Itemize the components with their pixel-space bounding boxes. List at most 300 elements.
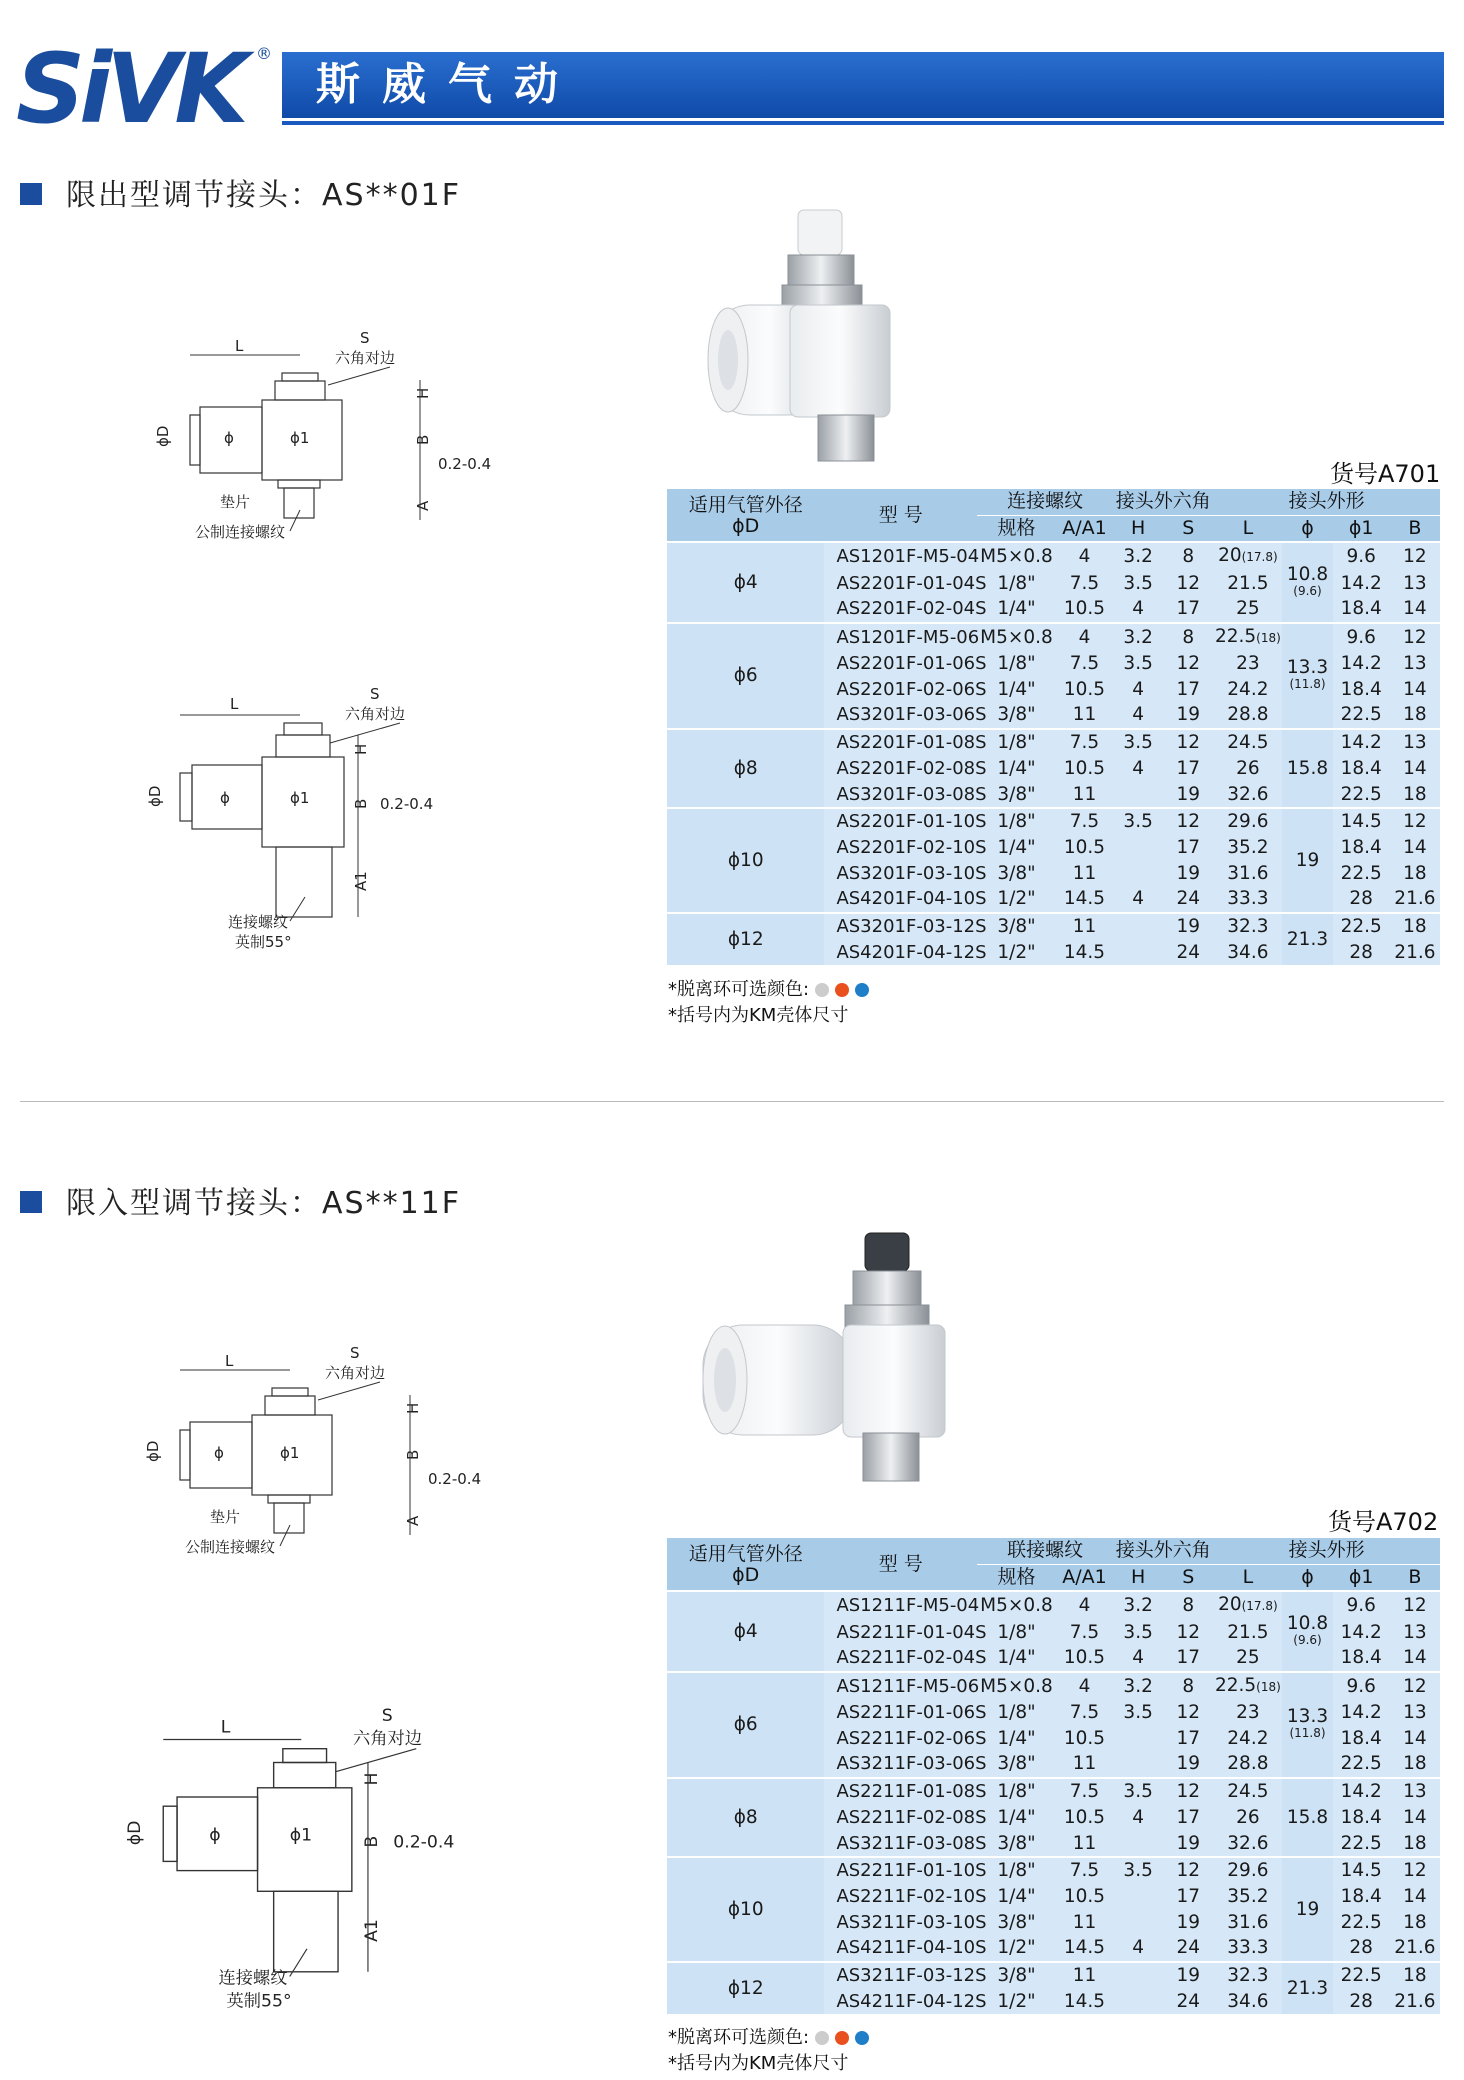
dim-label-hex: 六角对边 [353,1729,423,1750]
model-cell: AS3211F-03-06S [824,1751,977,1778]
l-cell: 24.2 [1213,676,1282,702]
model-cell: AS2201F-02-06S [824,676,977,702]
col-b: B [1390,1564,1440,1591]
model-cell: AS2201F-02-10S [824,835,977,861]
phi1-cell: 9.6 [1333,1672,1390,1700]
h-cell [1113,1751,1163,1778]
label-male-thread: 公制连接螺纹 [195,523,286,541]
dim-label-B: B [414,434,432,445]
phi-cell: 10.8 (9.6) [1282,542,1332,622]
phi1-cell: 14.5 [1333,808,1390,835]
spec-cell: 1/2" [977,1935,1056,1962]
s-cell: 17 [1163,835,1213,861]
dim-label-gap: 0.2-0.4 [380,795,434,813]
b-cell: 12 [1390,542,1440,570]
registered-mark: ® [256,44,272,63]
header-bar-underline [282,121,1444,125]
blue-dot-icon [855,2031,869,2045]
b-cell: 13 [1390,1778,1440,1805]
a-cell: 7.5 [1056,808,1113,835]
l-cell: 22.5(18) [1213,623,1282,651]
spec-cell: 1/4" [977,596,1056,623]
b-cell: 13 [1390,651,1440,677]
col-spec: 规格 [977,1564,1056,1591]
l-cell: 32.6 [1213,781,1282,808]
a-cell: 14.5 [1056,1988,1113,2014]
l-cell: 21.5 [1213,1619,1282,1645]
spec-cell: 1/4" [977,676,1056,702]
l-cell: 28.8 [1213,1751,1282,1778]
h-cell: 3.2 [1113,1591,1163,1619]
col-phi: ϕ [1282,1564,1332,1591]
phi1-cell: 28 [1333,886,1390,913]
dim-label-phi1: ϕ1 [290,429,310,447]
phi1-cell: 18.4 [1333,835,1390,861]
product-code-a701: 货号A701 [1330,460,1441,488]
model-cell: AS2201F-01-10S [824,808,977,835]
phi1-cell: 14.2 [1333,729,1390,756]
col-phi1: ϕ1 [1333,515,1390,542]
h-cell: 3.5 [1113,1857,1163,1884]
spec-cell: 1/8" [977,729,1056,756]
note-km-size: *括号内为KM壳体尺寸 [668,1005,849,1026]
phi-cell: 13.3 (11.8) [1282,623,1332,729]
s-cell: 19 [1163,860,1213,886]
dim-label-phi: ϕ [214,1444,224,1462]
l-cell: 20(17.8) [1213,542,1282,570]
dim-label-S: S [381,1706,393,1727]
a-cell: 10.5 [1056,1805,1113,1831]
phi1-cell: 9.6 [1333,542,1390,570]
a-cell: 4 [1056,1591,1113,1619]
gray-dot-icon [815,2031,829,2045]
h-cell: 4 [1113,756,1163,782]
a-cell: 4 [1056,623,1113,651]
notes-a701 [668,977,869,1029]
spec-cell: M5×0.8 [977,542,1056,570]
model-cell: AS2211F-01-06S [824,1700,977,1726]
b-cell: 12 [1390,623,1440,651]
h-cell [1113,1725,1163,1751]
s-cell: 17 [1163,596,1213,623]
model-cell: AS2201F-02-04S [824,596,977,623]
h-cell: 4 [1113,1645,1163,1672]
s-cell: 17 [1163,756,1213,782]
b-cell: 21.6 [1390,886,1440,913]
a-cell: 14.5 [1056,939,1113,965]
blue-dot-icon [855,983,869,997]
a-cell: 10.5 [1056,835,1113,861]
b-cell: 18 [1390,781,1440,808]
dim-label-L: L [220,1717,231,1738]
a-cell: 14.5 [1056,886,1113,913]
dim-label-phi: ϕ [224,429,234,447]
col-shape: 接头外形 [1213,1538,1440,1564]
dim-label-H: H [352,743,370,755]
square-bullet-icon [20,183,42,205]
dim-label-A1: A1 [352,871,370,891]
h-cell: 4 [1113,1805,1163,1831]
col-tube-od: 适用气管外径 ϕD [667,489,824,542]
col-model: 型 号 [824,1538,977,1591]
model-cell: AS3201F-03-06S [824,702,977,729]
dim-label-phi1: ϕ1 [290,789,310,807]
model-cell: AS3201F-03-08S [824,781,977,808]
phi1-cell: 18.4 [1333,1645,1390,1672]
tube-od-cell: ϕ12 [667,913,824,965]
table-row [667,542,1440,570]
h-cell [1113,835,1163,861]
spec-cell: 1/2" [977,939,1056,965]
h-cell: 3.5 [1113,1619,1163,1645]
col-h: H [1113,1564,1163,1591]
h-cell [1113,939,1163,965]
tube-od-cell: ϕ10 [667,808,824,913]
phi1-cell: 18.4 [1333,596,1390,623]
table-row [667,1672,1440,1700]
dim-label-hex: 六角对边 [345,705,406,723]
h-cell: 4 [1113,702,1163,729]
tube-od-cell: ϕ4 [667,1591,824,1671]
l-cell: 32.3 [1213,1962,1282,1989]
tube-od-cell: ϕ6 [667,623,824,729]
col-s: S [1163,515,1213,542]
b-cell: 18 [1390,860,1440,886]
a-cell: 11 [1056,702,1113,729]
notes-a702 [668,2025,869,2077]
a-cell: 11 [1056,1830,1113,1857]
b-cell: 14 [1390,835,1440,861]
spec-cell: 1/8" [977,651,1056,677]
b-cell: 14 [1390,676,1440,702]
dim-label-S: S [350,1344,360,1362]
a-cell: 7.5 [1056,570,1113,596]
dimension-drawing-a702-gasket [140,1344,482,1580]
spec-cell: 3/8" [977,702,1056,729]
dim-label-gap: 0.2-0.4 [438,455,492,473]
s-cell: 24 [1163,1935,1213,1962]
dim-label-L: L [235,337,244,355]
l-cell: 32.3 [1213,913,1282,940]
phi1-cell: 18.4 [1333,1884,1390,1910]
spec-cell: 3/8" [977,1909,1056,1935]
h-cell [1113,1988,1163,2014]
b-cell: 12 [1390,1591,1440,1619]
spec-cell: 3/8" [977,1751,1056,1778]
model-cell: AS3211F-03-08S [824,1830,977,1857]
phi-cell: 10.8 (9.6) [1282,1591,1332,1671]
dim-label-A: A [414,500,432,511]
l-cell: 35.2 [1213,835,1282,861]
col-phi: ϕ [1282,515,1332,542]
model-cell: AS1211F-M5-04 [824,1591,977,1619]
square-bullet-icon [20,1191,42,1213]
h-cell [1113,860,1163,886]
h-cell: 3.5 [1113,729,1163,756]
h-cell [1113,1884,1163,1910]
s-cell: 19 [1163,913,1213,940]
l-cell: 32.6 [1213,1830,1282,1857]
dim-label-H: H [404,1402,422,1414]
phi1-cell: 14.5 [1333,1857,1390,1884]
s-cell: 8 [1163,623,1213,651]
h-cell: 4 [1113,596,1163,623]
model-cell: AS3211F-03-12S [824,1962,977,1989]
a-cell: 11 [1056,913,1113,940]
dim-label-phi: ϕ [220,789,230,807]
b-cell: 12 [1390,1672,1440,1700]
label-bsp: 英制55° [235,933,292,951]
table-row [667,1591,1440,1619]
b-cell: 18 [1390,913,1440,940]
dimension-drawing-a701-gasket [150,329,492,565]
b-cell: 18 [1390,1830,1440,1857]
b-cell: 21.6 [1390,1988,1440,2014]
h-cell: 3.5 [1113,651,1163,677]
l-cell: 28.8 [1213,702,1282,729]
spec-cell: M5×0.8 [977,1672,1056,1700]
spec-cell: 1/4" [977,835,1056,861]
table-row [667,1857,1440,1884]
a-cell: 7.5 [1056,1619,1113,1645]
phi1-cell: 22.5 [1333,781,1390,808]
col-l: L [1213,1564,1282,1591]
s-cell: 12 [1163,1857,1213,1884]
h-cell: 3.2 [1113,542,1163,570]
label-gasket: 垫片 [220,493,251,511]
h-cell: 3.5 [1113,1700,1163,1726]
spec-cell: 1/2" [977,1988,1056,2014]
product-photo-a702 [695,1225,955,1485]
note-color-options: *脱离环可选颜色: [668,2025,869,2051]
spec-cell: 3/8" [977,913,1056,940]
col-s: S [1163,1564,1213,1591]
dim-label-phiD: ϕD [144,1440,162,1462]
dim-label-phiD: ϕD [154,425,172,447]
a-cell: 11 [1056,1751,1113,1778]
spec-cell: 3/8" [977,1962,1056,1989]
table-row [667,1778,1440,1805]
dim-label-phi1: ϕ1 [280,1444,300,1462]
table-row [667,623,1440,651]
model-cell: AS2201F-02-08S [824,756,977,782]
phi-cell: 21.3 [1282,1962,1332,2014]
col-aa1: A/A1 [1056,515,1113,542]
s-cell: 24 [1163,886,1213,913]
b-cell: 12 [1390,808,1440,835]
header-title: 斯威气动 [316,59,580,110]
l-cell: 31.6 [1213,1909,1282,1935]
s-cell: 12 [1163,1778,1213,1805]
s-cell: 17 [1163,1884,1213,1910]
spec-table-a701 [667,489,1440,965]
phi1-cell: 18.4 [1333,676,1390,702]
model-cell: AS3211F-03-10S [824,1909,977,1935]
section-2-title: 限入型调节接头：AS**11F [20,1178,461,1222]
l-cell: 34.6 [1213,939,1282,965]
spec-cell: 1/4" [977,1884,1056,1910]
model-cell: AS1201F-M5-04 [824,542,977,570]
b-cell: 14 [1390,1645,1440,1672]
b-cell: 13 [1390,1700,1440,1726]
model-cell: AS4211F-04-10S [824,1935,977,1962]
spec-cell: 3/8" [977,860,1056,886]
tube-od-cell: ϕ12 [667,1962,824,2014]
note-color-options: *脱离环可选颜色: [668,977,869,1003]
spec-cell: 3/8" [977,781,1056,808]
phi1-cell: 22.5 [1333,1962,1390,1989]
b-cell: 18 [1390,1962,1440,1989]
b-cell: 14 [1390,1725,1440,1751]
dim-label-phiD: ϕD [125,1820,146,1846]
spec-cell: 1/4" [977,756,1056,782]
a-cell: 10.5 [1056,1884,1113,1910]
l-cell: 25 [1213,1645,1282,1672]
section-divider [20,1101,1444,1102]
dimension-drawing-a701-bsp [140,685,470,965]
col-thread: 联接螺纹 [977,1538,1113,1564]
b-cell: 14 [1390,1884,1440,1910]
phi1-cell: 22.5 [1333,1751,1390,1778]
a-cell: 11 [1056,1962,1113,1989]
phi1-cell: 18.4 [1333,1725,1390,1751]
h-cell: 3.5 [1113,1778,1163,1805]
s-cell: 8 [1163,1672,1213,1700]
l-cell: 26 [1213,756,1282,782]
dim-label-L: L [225,1352,234,1370]
model-cell: AS4211F-04-12S [824,1988,977,2014]
dim-label-phiD: ϕD [146,785,164,807]
col-shape: 接头外形 [1213,489,1440,515]
l-cell: 24.5 [1213,1778,1282,1805]
a-cell: 10.5 [1056,756,1113,782]
col-model: 型 号 [824,489,977,542]
phi1-cell: 22.5 [1333,702,1390,729]
dim-label-A1: A1 [362,1919,383,1942]
dim-label-S: S [370,685,380,703]
model-cell: AS1211F-M5-06 [824,1672,977,1700]
spec-cell: M5×0.8 [977,623,1056,651]
phi1-cell: 14.2 [1333,1619,1390,1645]
l-cell: 24.2 [1213,1725,1282,1751]
dim-label-phi1: ϕ1 [289,1825,313,1846]
h-cell [1113,1830,1163,1857]
s-cell: 19 [1163,781,1213,808]
section-1-title: 限出型调节接头：AS**01F [20,170,461,214]
a-cell: 11 [1056,781,1113,808]
dim-label-S: S [360,329,370,347]
col-aa1: A/A1 [1056,1564,1113,1591]
l-cell: 21.5 [1213,570,1282,596]
note-km-size: *括号内为KM壳体尺寸 [668,2053,849,2074]
s-cell: 12 [1163,570,1213,596]
spec-cell: 1/2" [977,886,1056,913]
s-cell: 8 [1163,542,1213,570]
dim-label-B: B [352,798,370,809]
s-cell: 24 [1163,939,1213,965]
s-cell: 17 [1163,1725,1213,1751]
model-cell: AS2211F-02-10S [824,1884,977,1910]
b-cell: 12 [1390,1857,1440,1884]
dim-label-phi: ϕ [209,1825,221,1846]
s-cell: 17 [1163,676,1213,702]
b-cell: 14 [1390,1805,1440,1831]
model-cell: AS2201F-01-06S [824,651,977,677]
spec-cell: 1/4" [977,1725,1056,1751]
s-cell: 12 [1163,808,1213,835]
b-cell: 13 [1390,570,1440,596]
a-cell: 10.5 [1056,1645,1113,1672]
phi-cell: 21.3 [1282,913,1332,965]
a-cell: 7.5 [1056,651,1113,677]
model-cell: AS4201F-04-10S [824,886,977,913]
spec-cell: 1/8" [977,1778,1056,1805]
spec-cell: 1/8" [977,570,1056,596]
col-hex: 接头外六角 [1113,489,1213,515]
s-cell: 19 [1163,1962,1213,1989]
h-cell: 4 [1113,886,1163,913]
dim-label-H: H [414,387,432,399]
s-cell: 12 [1163,651,1213,677]
a-cell: 7.5 [1056,729,1113,756]
l-cell: 23 [1213,1700,1282,1726]
s-cell: 12 [1163,1700,1213,1726]
dimension-drawing-a702-bsp [100,1705,480,2025]
b-cell: 13 [1390,729,1440,756]
phi1-cell: 22.5 [1333,1830,1390,1857]
phi-cell: 19 [1282,808,1332,913]
product-code-a702: 货号A702 [1328,1508,1439,1536]
gray-dot-icon [815,983,829,997]
l-cell: 31.6 [1213,860,1282,886]
spec-cell: 1/8" [977,1857,1056,1884]
b-cell: 14 [1390,596,1440,623]
s-cell: 19 [1163,702,1213,729]
model-cell: AS2211F-02-06S [824,1725,977,1751]
label-gasket: 垫片 [210,1508,241,1526]
model-cell: AS2201F-01-04S [824,570,977,596]
l-cell: 23 [1213,651,1282,677]
tube-od-cell: ϕ4 [667,542,824,622]
model-cell: AS2211F-01-10S [824,1857,977,1884]
spec-cell: 1/4" [977,1805,1056,1831]
b-cell: 18 [1390,702,1440,729]
a-cell: 11 [1056,1909,1113,1935]
phi1-cell: 22.5 [1333,913,1390,940]
table-row [667,913,1440,940]
l-cell: 34.6 [1213,1988,1282,2014]
logo-text: SiVK [16,33,243,145]
spec-cell: M5×0.8 [977,1591,1056,1619]
col-spec: 规格 [977,515,1056,542]
col-b: B [1390,515,1440,542]
l-cell: 22.5(18) [1213,1672,1282,1700]
h-cell [1113,781,1163,808]
phi1-cell: 14.2 [1333,1778,1390,1805]
dim-label-B: B [404,1449,422,1460]
product-photo-a701 [700,205,950,465]
a-cell: 7.5 [1056,1857,1113,1884]
label-conn-thread: 连接螺纹 [228,913,289,931]
h-cell: 4 [1113,1935,1163,1962]
h-cell [1113,1962,1163,1989]
s-cell: 12 [1163,1619,1213,1645]
phi1-cell: 9.6 [1333,623,1390,651]
model-cell: AS2211F-01-08S [824,1778,977,1805]
table-row [667,729,1440,756]
col-l: L [1213,515,1282,542]
table-row [667,1962,1440,1989]
